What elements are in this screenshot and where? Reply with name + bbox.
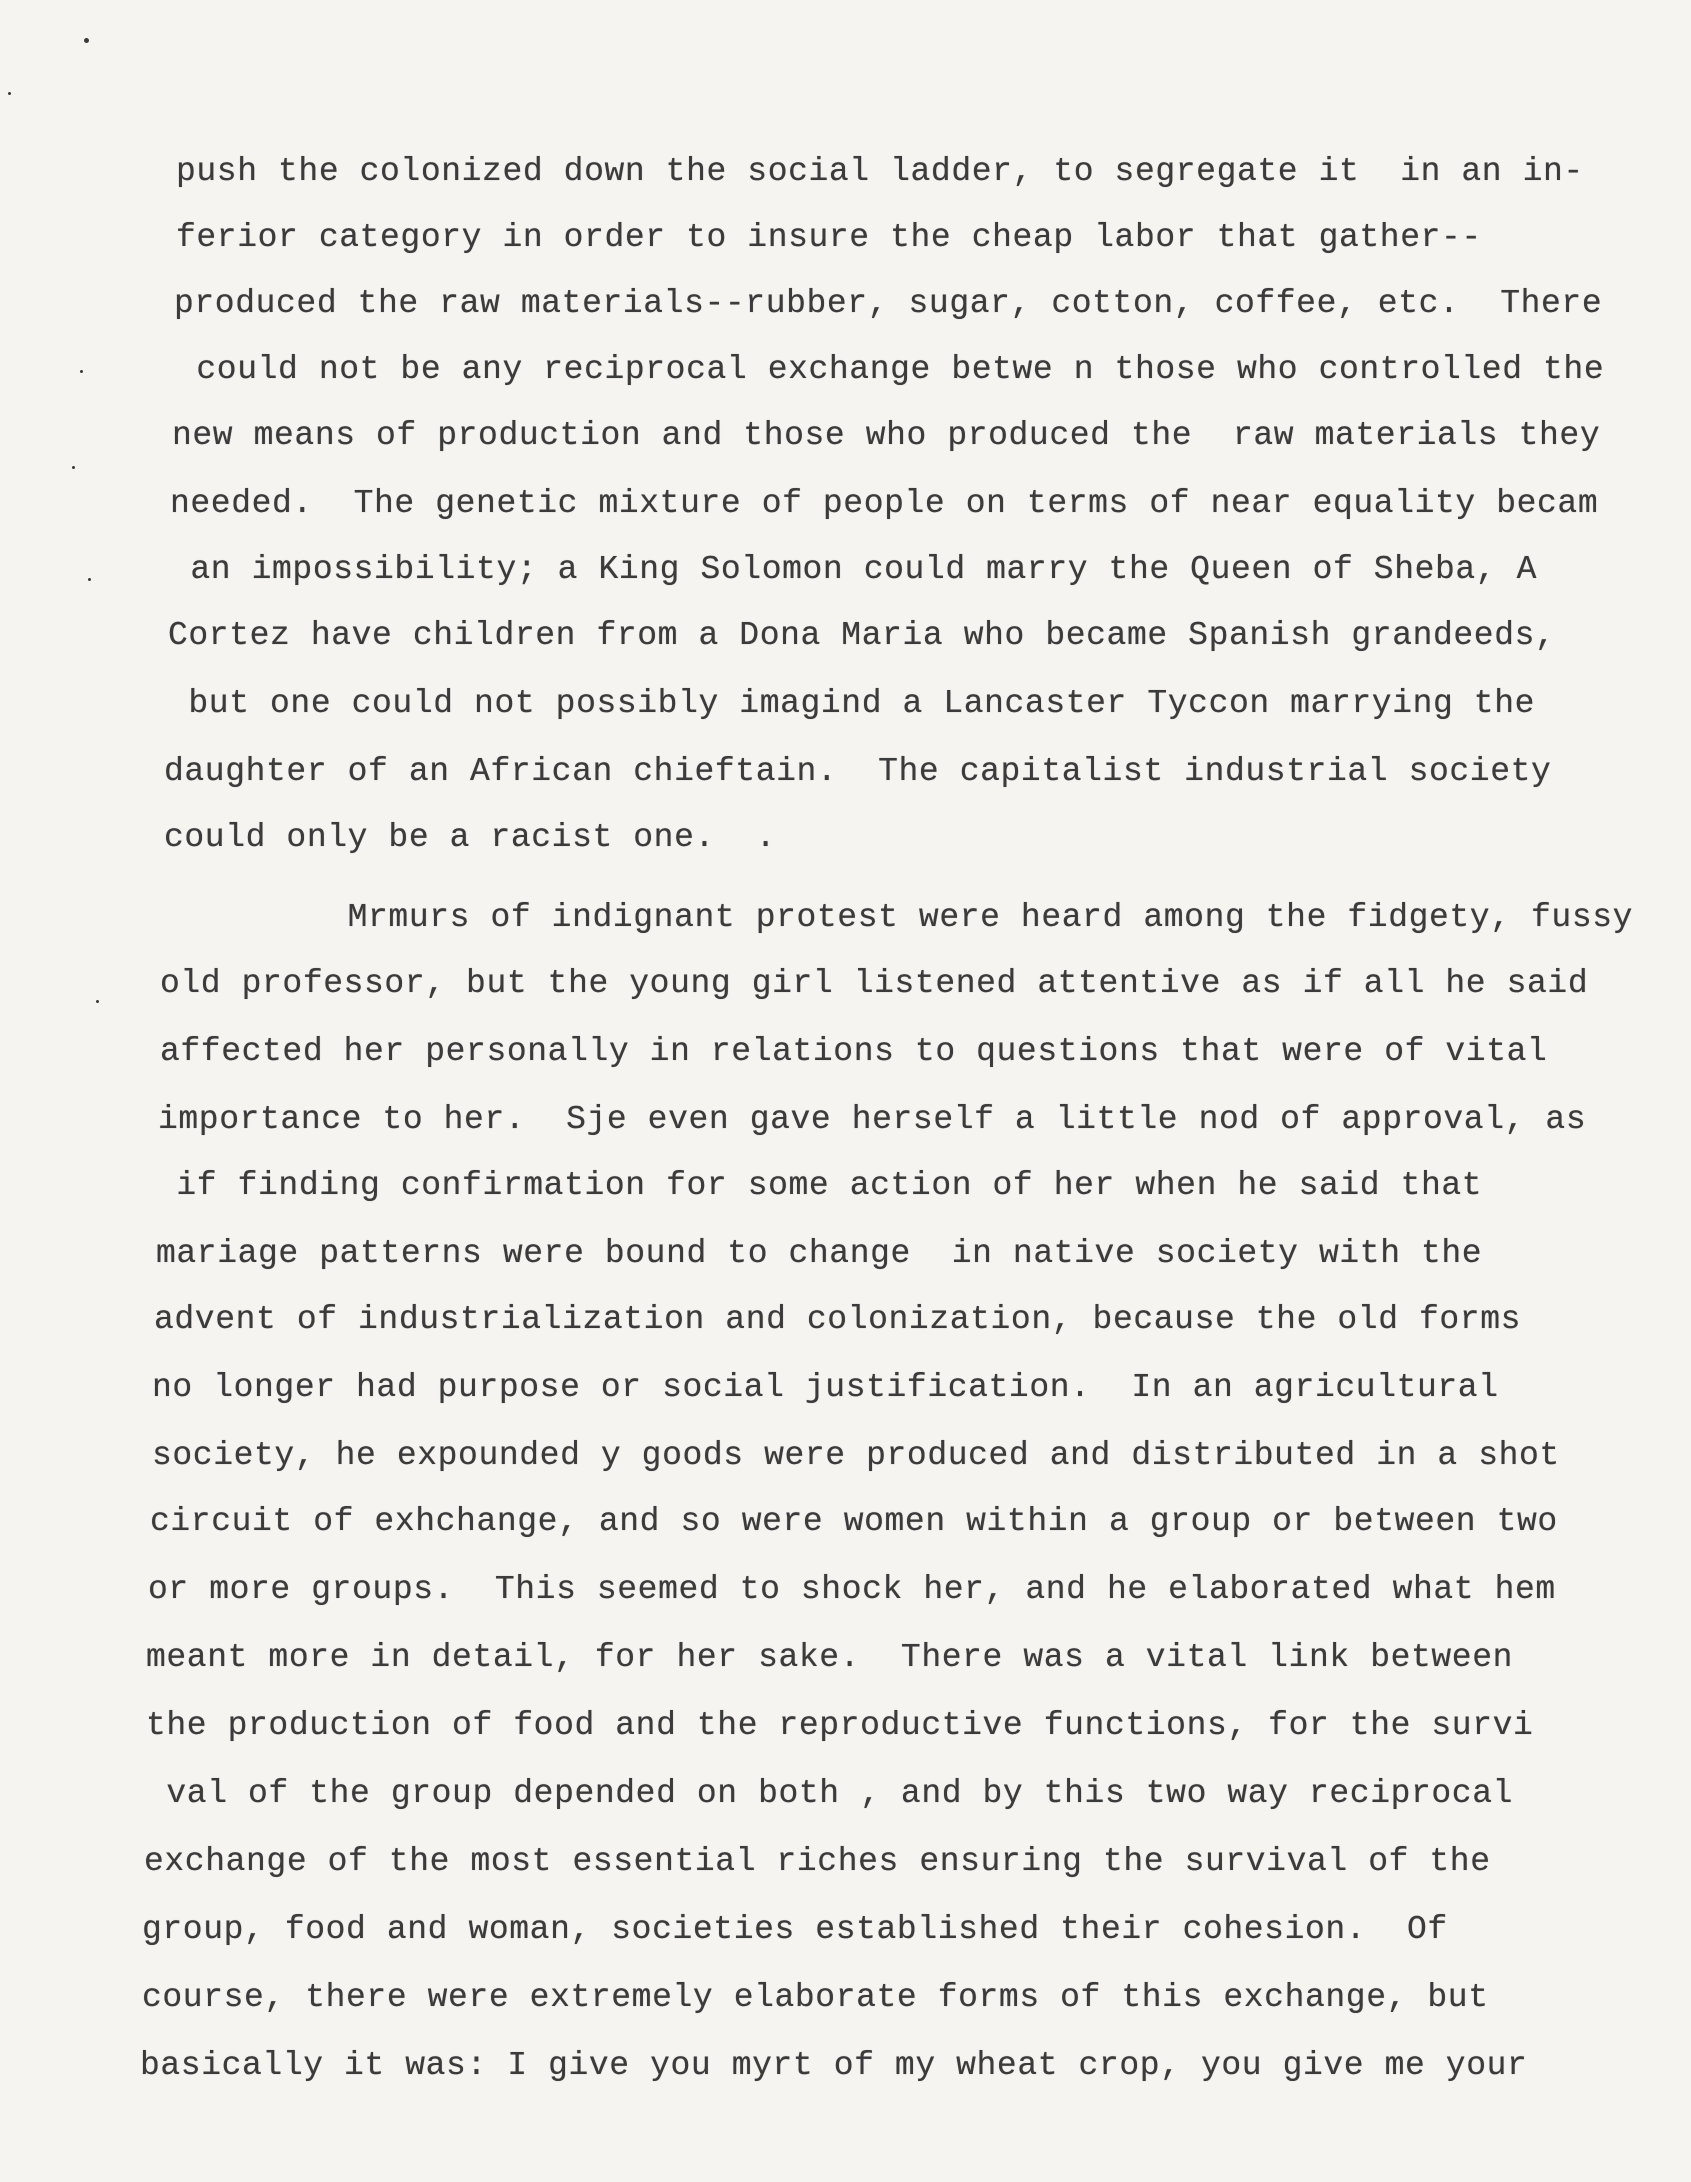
text-line: affected her personally in relations to questions that were of vital — [160, 1033, 1548, 1070]
text-line: if finding confirmation for some action of her when he said that — [156, 1167, 1483, 1204]
text-line: could only be a racist one. . — [164, 819, 777, 856]
text-line: meant more in detail, for her sake. There was a vital link between — [146, 1639, 1514, 1676]
text-line: Cortez have children from a Dona Maria who became Spanish grandeeds, — [168, 617, 1556, 654]
text-line: circuit of exhchange, and so were women within a group or between two — [150, 1503, 1558, 1540]
text-line: course, there were extremely elaborate forms of this exchange, but — [142, 1979, 1489, 2016]
text-line: ferior category in order to insure the cheap labor that gather-- — [176, 219, 1482, 256]
text-line: needed. The genetic mixture of people on terms of near equality becam — [170, 485, 1599, 522]
text-line: exchange of the most essential riches ensuring the survival of the — [144, 1843, 1491, 1880]
text-line: produced the raw materials--rubber, sugar, cotton, coffee, etc. There — [174, 285, 1603, 322]
text-line: could not be any reciprocal exchange betwe n those who controlled the — [176, 351, 1605, 388]
text-line: new means of production and those who produced the raw materials they — [172, 417, 1601, 454]
text-line: importance to her. Sje even gave herself a little nod of approval, as — [158, 1101, 1587, 1138]
text-line: an impossibility; a King Solomon could marry the Queen of Sheba, A — [170, 551, 1538, 588]
text-line: or more groups. This seemed to shock her, and he elaborated what hem — [148, 1571, 1556, 1608]
text-line: group, food and woman, societies established their cohesion. Of — [142, 1911, 1448, 1948]
text-line: val of the group depended on both , and by this two way reciprocal — [146, 1775, 1514, 1812]
text-line: advent of industrialization and colonization, because the old forms — [154, 1301, 1522, 1338]
text-line: mariage patterns were bound to change in native society with the — [156, 1235, 1483, 1272]
text-line: but one could not possibly imagind a Lancaster Tyccon marrying the — [168, 685, 1536, 722]
text-line: society, he expounded y goods were produced and distributed in a shot — [152, 1437, 1560, 1474]
text-line: push the colonized down the social ladder, to segregate it in an in- — [176, 153, 1584, 190]
text-line: old professor, but the young girl listened attentive as if all he said — [160, 965, 1589, 1002]
text-line: no longer had purpose or social justification. In an agricultural — [152, 1369, 1499, 1406]
text-line: Mrmurs of indignant protest were heard among the fidgety, fussy — [164, 899, 1634, 936]
text-line: daughter of an African chieftain. The capitalist industrial society — [164, 753, 1552, 790]
text-line: the production of food and the reproductive functions, for the survi — [146, 1707, 1534, 1744]
text-line: basically it was: I give you myrt of my wheat crop, you give me your — [140, 2047, 1528, 2084]
